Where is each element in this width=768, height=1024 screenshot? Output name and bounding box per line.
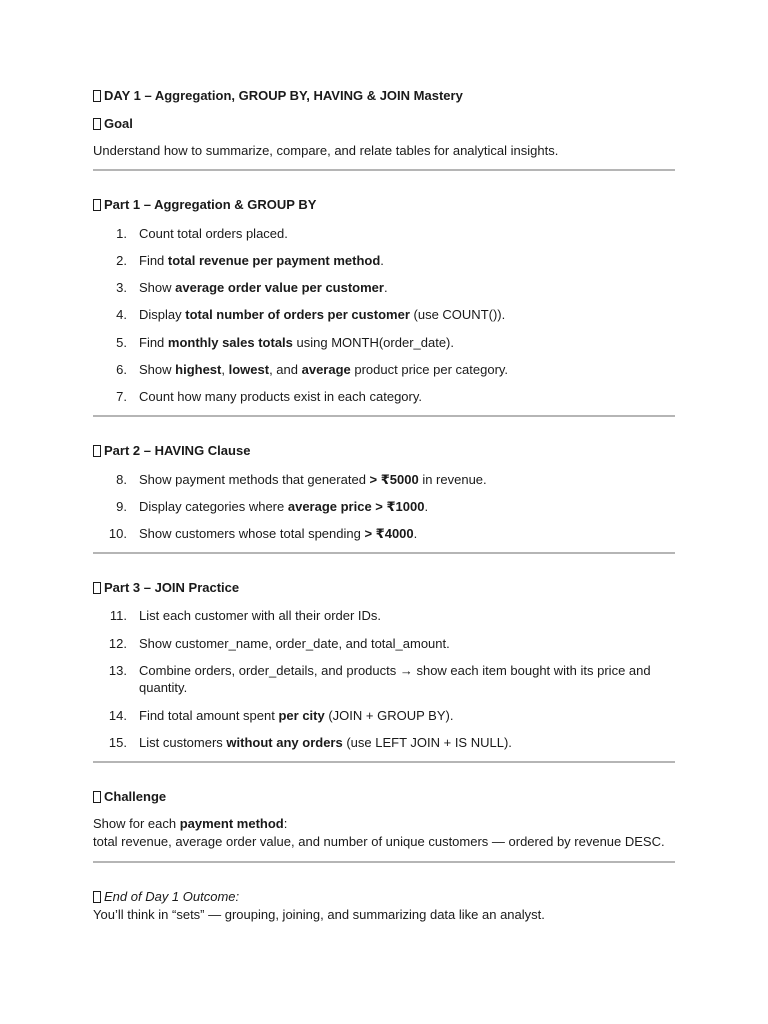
challenge-line-1: Show for each payment method: (93, 816, 288, 831)
outcome-text: You’ll think in “sets” — grouping, joining, and summarizing data like an analyst. (93, 907, 545, 922)
missing-glyph-icon (93, 791, 101, 803)
divider (93, 761, 675, 763)
document-title: DAY 1 – Aggregation, GROUP BY, HAVING & JOIN Mastery (93, 88, 463, 104)
divider (93, 861, 675, 863)
divider (93, 169, 675, 171)
missing-glyph-icon (93, 891, 101, 903)
challenge-line-2: total revenue, average order value, and number of unique customers — ordered by revenue DESC. (93, 834, 665, 849)
missing-glyph-icon (93, 199, 101, 211)
missing-glyph-icon (93, 445, 101, 457)
part1-heading: Part 1 – Aggregation & GROUP BY (93, 197, 316, 213)
goal-heading: Goal (93, 116, 133, 132)
challenge-heading: Challenge (93, 789, 166, 805)
part2-heading: Part 2 – HAVING Clause (93, 443, 250, 459)
divider (93, 415, 675, 417)
divider (93, 552, 675, 554)
missing-glyph-icon (93, 90, 101, 102)
missing-glyph-icon (93, 118, 101, 130)
outcome-heading: End of Day 1 Outcome: (93, 889, 239, 905)
goal-text: Understand how to summarize, compare, and relate tables for analytical insights. (93, 143, 559, 158)
missing-glyph-icon (93, 582, 101, 594)
part3-heading: Part 3 – JOIN Practice (93, 580, 239, 596)
